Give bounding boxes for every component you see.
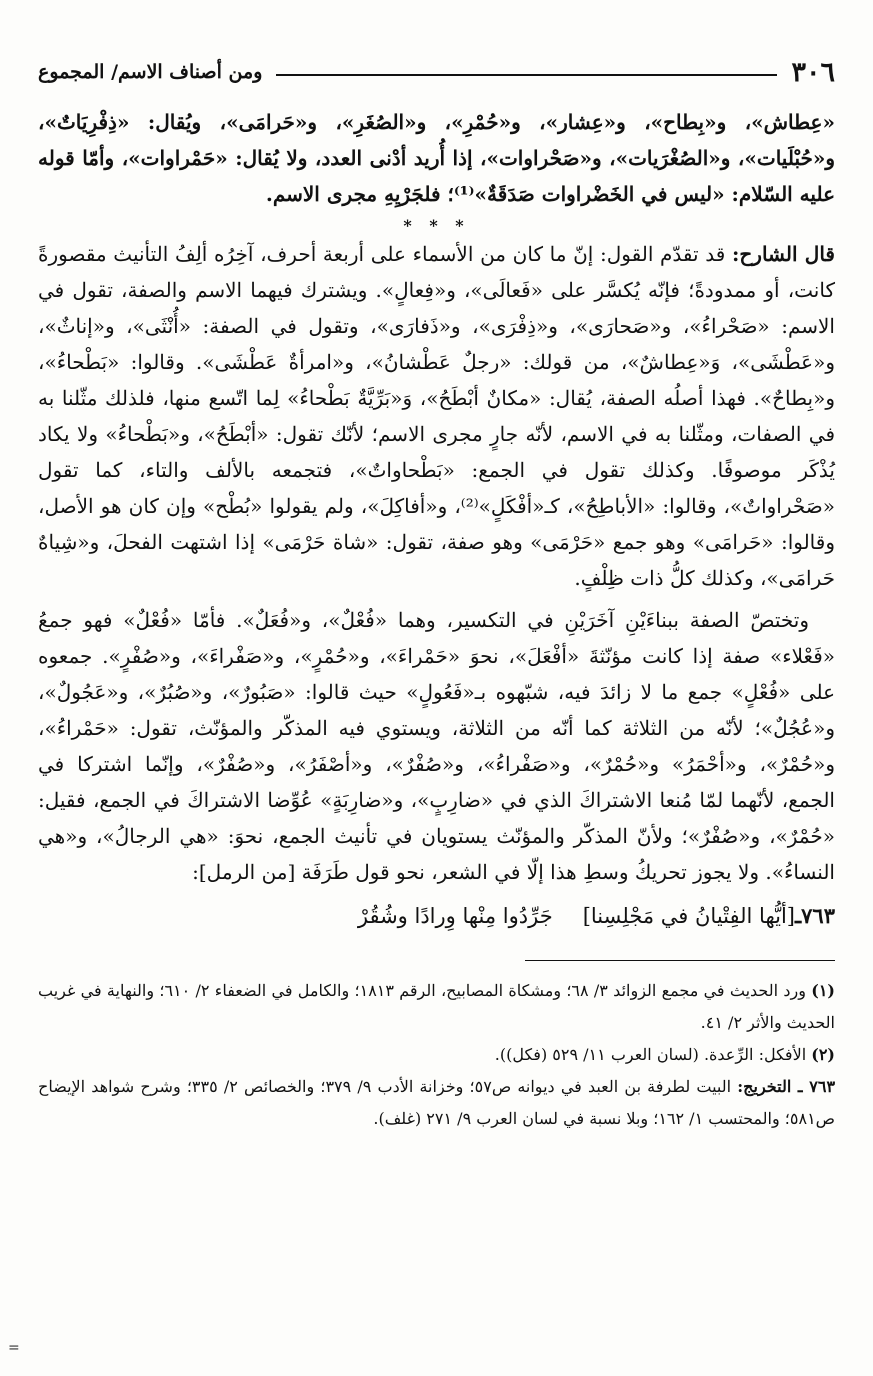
commentary-speaker: قال الشارح:: [732, 242, 835, 266]
main-text: [38, 104, 835, 934]
page-header: [38, 52, 835, 92]
section-separator: * * *: [403, 216, 470, 235]
verse-second-hemistich: جَرِّدُوا مِنْها وِرادًا وشُقُرْ: [357, 904, 553, 928]
footnote: ٧٦٣ ـ التخريج: البيت لطرفة بن العبد في ديوانه ص٥٧؛ وخزانة الأدب ٩/ ٣٧٩؛ والخصائص ٢/ ٣٣٥؛ وشرح شواهد الإيضاح ص٥٨١؛ والمحتسب ١/ ١٦٢؛ وبلا نسبة في لسان العرب ٩/ ٢٧١ (غلف).: [38, 1077, 836, 1128]
footnote-rule: [525, 960, 835, 961]
commentary-text: قد تقدّم القول: إنّ ما كان من الأسماء على أربعة أحرف، آخِرُه ألِفُ التأنيث مقصورةً كانت، أو ممدودةً؛ فإنّه يُكسَّر على «فَعالَى»، و«فِعالٍ». ويشترك فيهما الاسم والصفة، تقول في الاسم: «صَحْراءُ»، و«صَحارَى»، و«ذِفْرَى»، و«ذَفارَى»، وتقول في الصفة: «أُنْثَى»، و«إناثٌ»، و«عَطْشَى»، وَ«عِطاشٌ»، من قولك: «رجلٌ عَطْشانُ»، و«امرأةٌ عَطْشَى». وقالوا: «بَطْحاءُ»، و«بِطاحٌ». فهذا أصلُه الصفة، يُقال: «مكانٌ أبْطَحُ»، وَ«بَرِّيَّةٌ بَطْحاءُ» لِما اتّسع منها، فلذلك مثّلنا به في الصفات، ومثّلنا به في الاسم، لأنّه جارٍ مجرى الاسم؛ لأنّك تقول: «أبْطَحُ»، و«بَطْحاءُ» ولا يكاد يُذْكَر موصوفًا. وكذلك تقول في الجمع: «بَطْحاواتٌ»، فتجمعه بالألف والتاء، كما تقول «صَحْراواتٌ»، وقالوا: «الأباطِحُ»، كـ«أفْكَلٍ»⁽²⁾، و«أفاكِلَ»، ولم يقولوا «بُطْح» وإن كان هو الأصل، وقالوا: «حَرامَى» وهو جمع «حَرْمَى» وهو صفة، تقول: «شاة حَرْمَى» إذا اشتهت الفحلَ، و«شِياهٌ حَرامَى»، وكذلك كلُّ ذات ظِلْفٍ.: [38, 242, 836, 590]
page-number: ٣٠٦: [791, 56, 835, 88]
commentary-paragraph: [38, 236, 835, 596]
verse-first-hemistich: ٧٦٣ـ[أيُّها الفِتْيانُ في مَجْلِسِنا]: [582, 903, 835, 928]
verse-line: [38, 898, 835, 934]
footnotes: [38, 975, 835, 1135]
header-rule: [276, 74, 777, 76]
text-paragraph: «عِطاش»، و«بِطاح»، و«عِشار»، و«حُمْرِ»، و«الصُغَرِ»، و«حَرامَى»، ويُقال: «ذِفْرِيَاتٌ»، و«حُبْلَيات»، و«الصُغْرَيات»، و«صَحْراوات»، إذا أُريد أدْنى العدد، ولا يُقال: «حَمْراوات»، وأمّا قوله عليه السّلام: «ليس في الخَضْراوات صَدَقَةٌ»⁽¹⁾؛ فلجَرْيِهِ مجرى الاسم.: [38, 110, 835, 206]
footnote: (١) ورد الحديث في مجمع الزوائد ٣/ ٦٨؛ ومشكاة المصابيح، الرقم ١٨١٣؛ والكامل في الضعفاء ٢/ ٦١٠؛ والنهاية في غريب الحديث والأثر ٢/ ٤١.: [38, 981, 835, 1032]
footnote: (٢) الأفكل: الرِّعدة. (لسان العرب ١١/ ٥٢٩ (فكل)).: [494, 1045, 835, 1064]
running-title: ومن أصناف الاسم/ المجموع: [38, 61, 263, 83]
verse-number: ٧٦٣ـ: [795, 903, 835, 928]
margin-mark: =: [8, 1340, 20, 1356]
commentary-paragraph-2: وتختصّ الصفة ببناءَيْنِ آخَرَيْنِ في التكسير، وهما «فُعْلٌ»، و«فُعَلٌ». فأمّا «فُعْلٌ» فهو جمعُ «فَعْلاء» صفة إذا كانت مؤنّثةَ «أفْعَلَ»، نحوَ «حَمْراءَ»، و«حُمْرٍ»، و«صَفْراءَ»، و«صُفْرٍ». جمعوه على «فُعْلٍ» جمع ما لا زائدَ فيه، شبّهوه بـ«فَعُولٍ» حيث قالوا: «صَبُورٌ»، و«صُبُرٌ»، و«عَجُولٌ»، و«عُجُلٌ»؛ لأنّه من الثلاثة كما أنّه من الثلاثة، ويستوي فيه المذكّر والمؤنّث، تقول: «حَمْراءُ»، و«حُمْرٌ»، و«أحْمَرُ» و«حُمْرٌ»، و«صَفْراءُ»، و«صُفْرٌ»، و«أصْفَرُ»، و«صُفْرٌ»، وإنّما اشتركا في الجمع، لأنّهما لمّا مُنعا الاشتراكَ الذي في «ضارِبٍ»، و«ضارِبَةٍ» عُوِّضا الاشتراكَ في الجمع، فقيل: «حُمْرٌ»، و«صُفْرٌ»؛ ولأنّ المذكّر والمؤنّث يستويان في تأنيث الجمع، نحوَ: «هي الرجالُ»، و«هي النساءُ». ولا يجوز تحريكُ وسطِ هذا إلّا في الشعر، نحو قول طَرَفَة [من الرمل]:: [38, 608, 835, 884]
